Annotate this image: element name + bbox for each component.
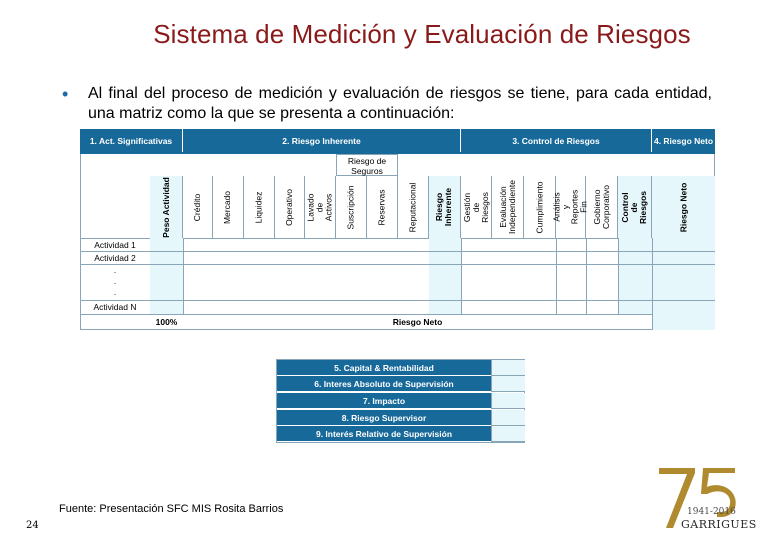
bullet-text: Al final del proceso de medición y evaluación de riesgos se tiene, para cada entidad, una matriz como la que se presenta a continuación: [88, 85, 712, 122]
peso-data-column [150, 238, 183, 314]
col-header-peso: Peso Actividad [150, 176, 183, 238]
row-label-ellipsis-1: . [113, 265, 117, 275]
col-header-cumplimiento: Cumplimiento [524, 176, 556, 238]
summary-row-capital: 5. Capital & Rentabilidad [277, 360, 491, 376]
col-header-reservas: Reservas [367, 176, 398, 238]
footer-net-risk-label: Riesgo Neto [392, 317, 443, 327]
row-label-actividad-n: Actividad N [93, 302, 137, 312]
insurance-risk-subheader: Riesgo de Seguros [336, 154, 398, 176]
row-label-ellipsis-3: . [113, 287, 117, 297]
col-header-mercado: Mercado [213, 176, 244, 238]
page-number: 24 [26, 520, 39, 531]
summary-row-riesgo-supervisor: 8. Riesgo Supervisor [277, 410, 491, 426]
col-header-credito: Crédito [183, 176, 213, 238]
summary-value [491, 376, 525, 392]
row-label-actividad-2: Actividad 2 [94, 253, 136, 263]
group-header-inherent-risk: 2. Riesgo Inherente [183, 129, 461, 152]
col-header-gestion: Gestión de Riesgos [461, 176, 492, 238]
col-header-reputacional: Reputacional [398, 176, 429, 238]
source-note: Fuente: Presentación SFC MIS Rosita Barrios [59, 503, 284, 515]
group-header-activities: 1. Act. Significativas [80, 129, 183, 152]
grid-line [461, 238, 462, 314]
grid-line [183, 238, 184, 314]
summary-row-interes-absoluto: 6. Interes Absoluto de Supervisión [277, 376, 491, 392]
bullet-icon: • [62, 84, 69, 104]
group-header-net-risk: 4. Riesgo Neto [652, 129, 715, 152]
inherente-data-column [429, 238, 461, 314]
grid-line [556, 238, 557, 314]
grid-line [80, 264, 715, 265]
summary-value [491, 393, 525, 409]
grid-line [586, 238, 587, 314]
col-header-riesgo-neto: Riesgo Neto [652, 176, 715, 238]
group-header-risk-control: 3. Control de Riesgos [461, 129, 652, 152]
risk-matrix [80, 129, 715, 330]
row-label-ellipsis-2: . [113, 276, 117, 286]
control-net-data-columns [618, 238, 715, 314]
grid-line [618, 238, 619, 314]
row-label-actividad-1: Actividad 1 [94, 240, 136, 250]
footer-net-risk-value [652, 314, 715, 330]
summary-value [491, 360, 525, 376]
col-header-control: Control de Riesgos [618, 176, 652, 238]
col-header-riesgo-inherente: Riesgo Inherente [429, 176, 461, 238]
logo-years: 1941-2016 [687, 507, 736, 517]
col-header-gobierno: Gobierno Corporativo [586, 176, 618, 238]
total-weight: 100% [155, 317, 178, 327]
grid-line [80, 300, 715, 301]
col-header-suscripcion: Suscripción [336, 176, 367, 238]
col-header-analisis: Análisis y Reportes Fin [556, 176, 586, 238]
grid-line [652, 238, 653, 314]
summary-row-interes-relativo: 9. Interés Relativo de Supervisión [277, 426, 491, 442]
col-header-lavado: Lavado de Activos [305, 176, 336, 238]
supervision-summary-table [276, 359, 525, 443]
summary-value [491, 426, 525, 442]
garrigues-75-logo [655, 465, 755, 535]
summary-row-impacto: 7. Impacto [277, 393, 491, 409]
page-title: Sistema de Medición y Evaluación de Riesgos [153, 19, 691, 49]
col-header-operativo: Operativo [275, 176, 305, 238]
bullet-paragraph [62, 84, 712, 124]
grid-line [80, 251, 715, 252]
col-header-evaluacion: Evaluación Independiente [492, 176, 524, 238]
summary-value [491, 410, 525, 426]
col-header-liquidez: Liquidez [244, 176, 275, 238]
logo-name: GARRIGUES [681, 518, 757, 531]
